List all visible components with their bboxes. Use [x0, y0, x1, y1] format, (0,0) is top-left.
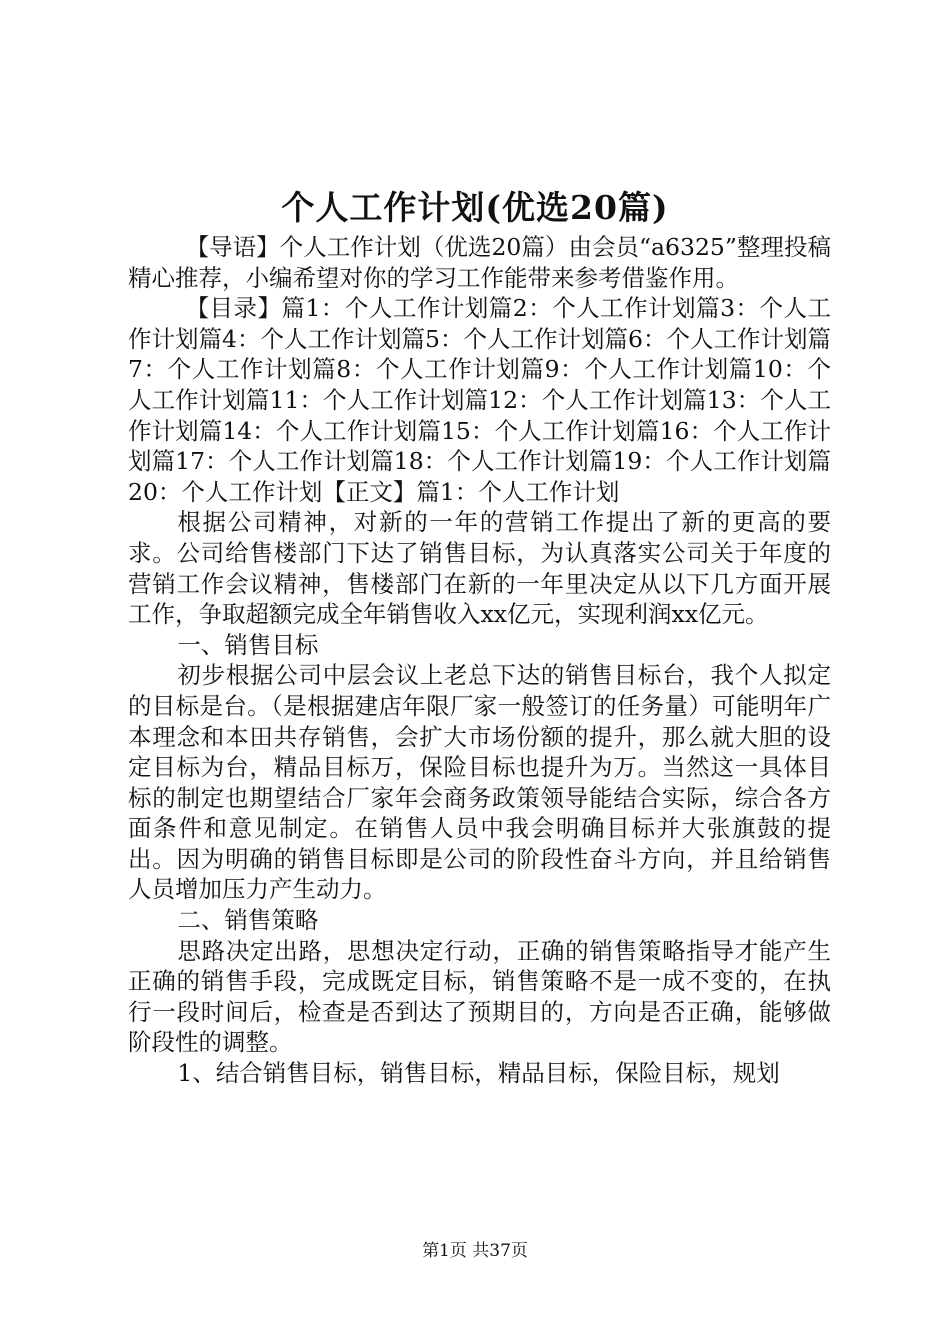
section-heading-sales-target: 一、销售目标: [177, 630, 319, 659]
intro-paragraph: 【导语】个人工作计划（优选20篇）由会员“a6325”整理投稿精心推荐，小编希望对你的学习工作能带来参考借鉴作用。: [128, 233, 831, 292]
page-footer: 第1页 共37页: [422, 1241, 528, 1261]
toc-paragraph: 【目录】篇1：个人工作计划篇2：个人工作计划篇3：个人工作计划篇4：个人工作计划篇5：个人工作计划篇6：个人工作计划篇7：个人工作计划篇8：个人工作计划篇9：个人工作计划篇10：个人工作计划篇11：个人工作计划篇12：个人工作计划篇13：个人工作计划篇14：个人工作计划篇15：个人工作计划篇16：个人工作计划篇17：个人工作计划篇18：个人工作计划篇19：个人工作计划篇20：个人工作计划【正文】篇1：个人工作计划: [128, 294, 831, 506]
section-heading-sales-strategy: 二、销售策略: [177, 906, 319, 935]
document-title: 个人工作计划(优选20篇): [281, 188, 669, 227]
body-paragraph-2: 初步根据公司中层会议上老总下达的销售目标台，我个人拟定的目标是台。（是根据建店年限厂家一般签订的任务量）可能明年广本理念和本田共存销售，会扩大市场份额的提升，那么就大胆的设定目标为台，精品目标万，保险目标也提升为万。当然这一具体目标的制定也期望结合厂家年会商务政策领导能结合实际，综合各方面条件和意见制定。在销售人员中我会明确目标并大张旗鼓的提出。因为明确的销售目标即是公司的阶段性奋斗方向，并且给销售人员增加压力产生动力。: [128, 661, 831, 904]
body-paragraph-3: 思路决定出路，思想决定行动，正确的销售策略指导才能产生正确的销售手段，完成既定目标，销售策略不是一成不变的，在执行一段时间后，检查是否到达了预期目的，方向是否正确，能够做阶段性的调整。: [128, 936, 831, 1057]
body-paragraph-4: 1、结合销售目标，销售目标，精品目标，保险目标，规划: [177, 1059, 780, 1088]
body-paragraph-1: 根据公司精神，对新的一年的营销工作提出了新的更高的要求。公司给售楼部门下达了销售目标，为认真落实公司关于年度的营销工作会议精神，售楼部门在新的一年里决定从以下几方面开展工作，争取超额完成全年销售收入xx亿元，实现利润xx亿元。: [128, 508, 831, 629]
document-body: [128, 232, 831, 1089]
